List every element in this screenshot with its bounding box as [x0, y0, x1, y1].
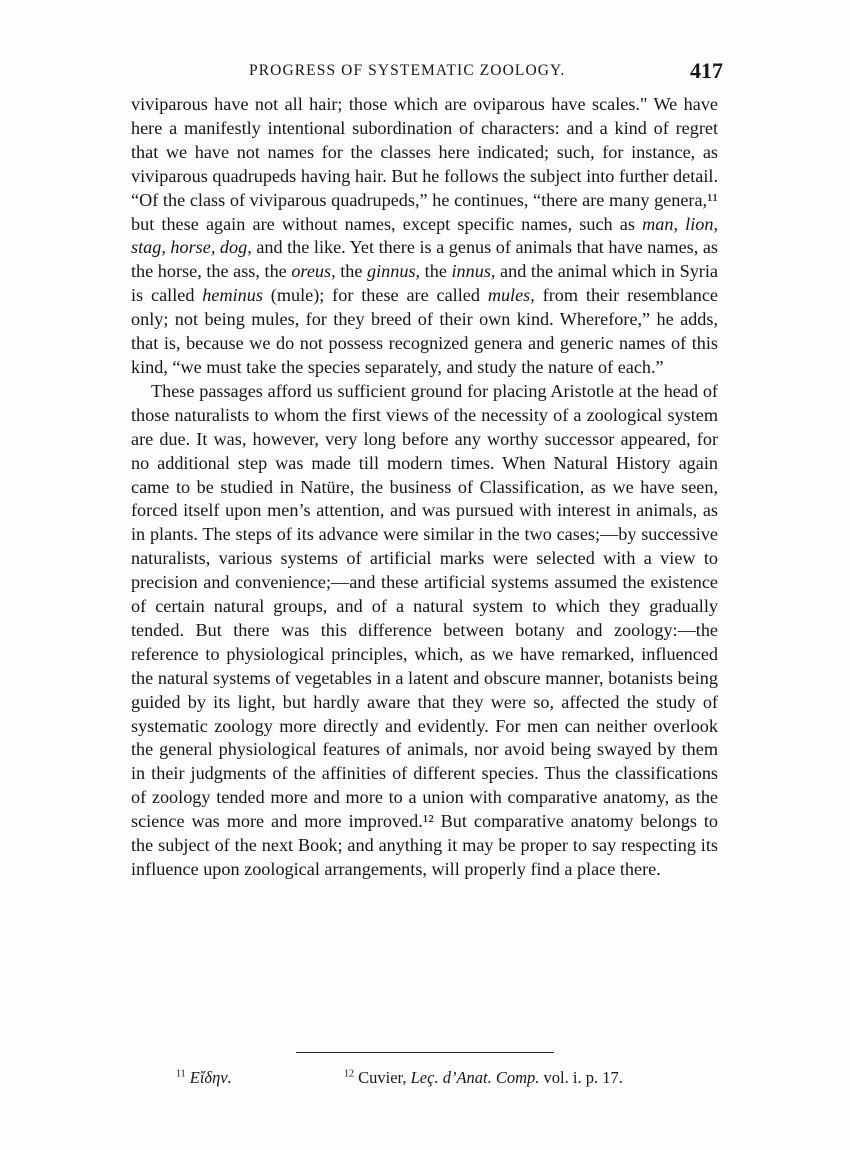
italic-text: innus, [451, 261, 496, 282]
footnote-text: Eἴδην. [189, 1068, 232, 1087]
italic-text: oreus, [291, 261, 336, 282]
paragraph [131, 380, 718, 882]
text-run: and the like. Yet there is a genus of animals that have names, as the horse, the ass, the [131, 237, 719, 282]
footnote-11 [176, 1068, 232, 1088]
footnote-work-title: Leç. d’Anat. Comp. [410, 1068, 540, 1087]
body-text [131, 93, 718, 882]
text-run: These passages afford us sufficient ground for placing Aristotle at the head of those naturalists to whom the first views of the necessity of a zoological system are due. It was, however, very long before any worthy successor appeared, for no additional step was made till modern times. When Natural History again came to be studied in Natüre, the business of Classification, as we have seen, forced itself upon men’s attention, and was pursued with interest in animals, as in plants. The steps of its advance were similar in the two cases;—by successive naturalists, various systems of artificial marks were selected with a view to precision and convenience;—and these artificial systems assumed the existence of certain natural groups, and of a natural system to which they gradually tended. But there was this difference between botany and zoology:—the reference to physiological principles, which, as we have remarked, influenced the natural systems of vegetables in a latent and obscure manner, botanists being guided by its light, but hardly aware that they were so, affected the study of systematic zoology more directly and evidently. For men can neither overlook the general physiological features of animals, nor avoid being swayed by them in their judgments of the affinities of different species. Thus the classifications of zoology tended more and more to a union with comparative anatomy, as the science was more and more improved.¹² But comparative anatomy belongs to the subject of the next Book; and anything it may be proper to say respecting its influence upon zoological arrangements, will properly find a place there. [131, 380, 718, 879]
footnote-author: Cuvier, [358, 1068, 411, 1087]
running-title: PROGRESS OF SYSTEMATIC ZOOLOGY. [249, 62, 566, 79]
italic-text: ginnus, [367, 261, 421, 282]
page-header [131, 58, 723, 90]
footnote-divider [296, 1052, 554, 1053]
text-run: the [335, 261, 368, 282]
paragraph [131, 93, 718, 380]
text-run: (mule); for these are called [262, 285, 488, 306]
footnote-marker: 12 [344, 1068, 354, 1080]
italic-text: man, lion, stag, horse, dog, [131, 213, 718, 258]
page-number: 417 [690, 58, 723, 83]
text-run: from their resemblance only; not being mules, for they breed of their own kind. Wherefore,” he adds, that is, because we do not possess recognized genera and generic names of this kind, “we must take the species separately, and study the nature of each.” [131, 285, 718, 377]
text-run: the [420, 261, 452, 282]
text-run: viviparous have not all hair; those which are oviparous have scales." We have here a manifestly intentional subordination of characters: and a kind of regret that we have not names for the classes here indicated; such, for instance, as viviparous quadrupeds having hair. But he follows the subject into further detail. “Of the class of viviparous quadrupeds,” he continues, “there are many genera,¹¹ but these again are without names, except specific names, such as [131, 94, 718, 234]
italic-text: mules, [487, 285, 535, 306]
footnote-citation: vol. i. p. 17. [539, 1068, 623, 1087]
text-run: and the animal which in Syria is called [131, 261, 718, 306]
footnote-marker: 11 [176, 1068, 186, 1080]
italic-text: heminus [202, 285, 263, 306]
footnote-12 [344, 1068, 623, 1088]
